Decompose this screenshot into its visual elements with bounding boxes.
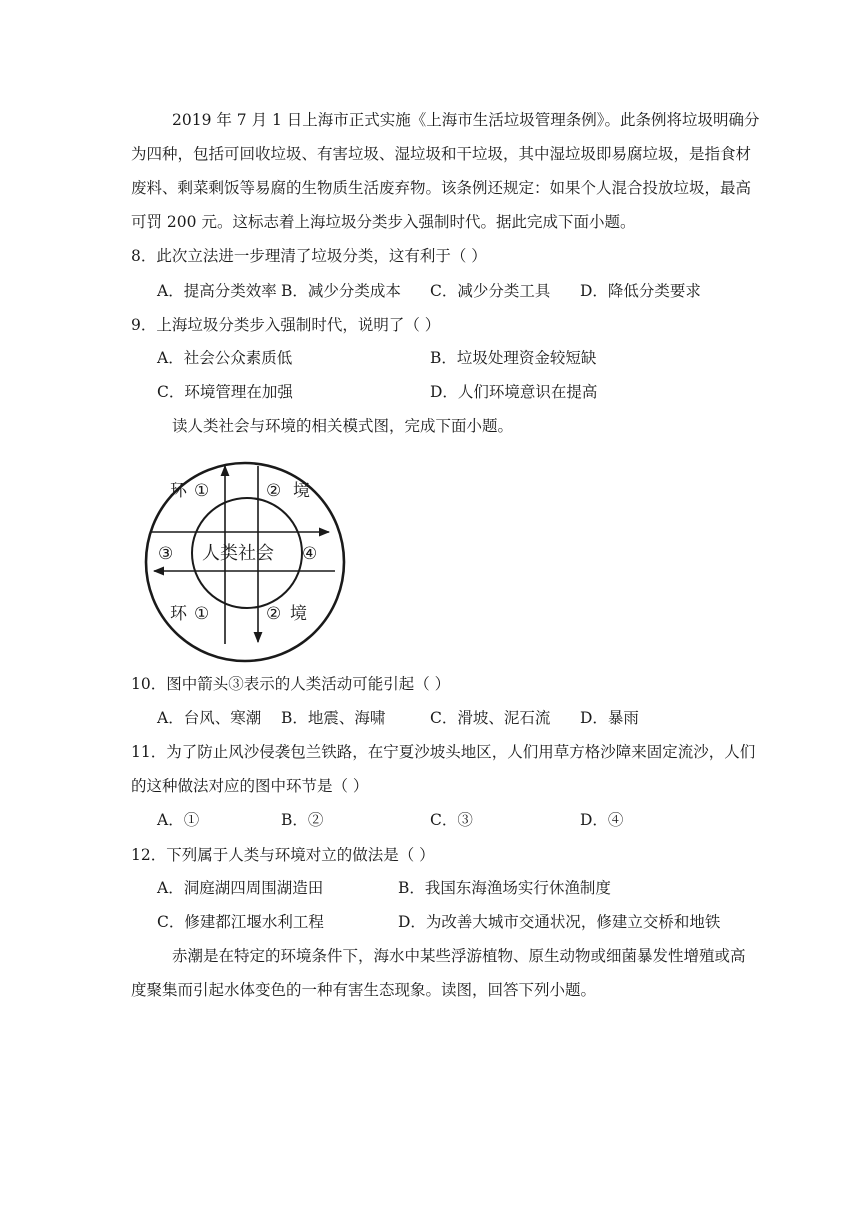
question-10-option-c: C．滑坡、泥石流	[430, 709, 551, 727]
marker-2-top: ②	[266, 481, 282, 501]
jing-label-bottom: 境	[290, 604, 307, 624]
marker-1-bottom: ①	[194, 604, 210, 624]
question-12-option-a: A．洞庭湖四周围湖造田	[157, 879, 324, 897]
question-8-stem: 8．此次立法进一步理清了垃圾分类，这有利于（ ）	[131, 247, 487, 265]
question-11-option-d: D．④	[580, 811, 624, 829]
question-12-stem: 12．下列属于人类与环境对立的做法是（ ）	[131, 846, 435, 864]
question-12-option-b: B．我国东海渔场实行休渔制度	[398, 879, 611, 897]
passage-line: 为四种，包括可回收垃圾、有害垃圾、湿垃圾和干垃圾，其中湿垃圾即易腐垃圾，是指食材	[131, 145, 752, 163]
question-10-option-d: D．暴雨	[580, 709, 639, 727]
question-8-option-a: A．提高分类效率	[157, 282, 277, 300]
question-9-option-d: D．人们环境意识在提高	[430, 383, 598, 401]
question-11-option-c: C．③	[430, 811, 473, 829]
question-11-stem: 的这种做法对应的图中环节是（ ）	[131, 777, 369, 795]
human-society-environment-diagram	[130, 456, 360, 668]
question-10-stem: 10．图中箭头③表示的人类活动可能引起（ ）	[131, 675, 451, 693]
passage-line: 2019 年 7 月 1 日上海市正式实施《上海市生活垃圾管理条例》。此条例将垃圾明确分	[172, 111, 760, 129]
question-11-option-a: A．①	[157, 811, 200, 829]
question-8-option-b: B．减少分类成本	[281, 282, 401, 300]
question-9-stem: 9．上海垃圾分类步入强制时代，说明了（ ）	[131, 316, 441, 334]
question-8-option-d: D．降低分类要求	[580, 282, 701, 300]
question-10-option-b: B．地震、海啸	[281, 709, 386, 727]
marker-1-top: ①	[194, 481, 210, 501]
question-11-option-b: B．②	[281, 811, 324, 829]
question-12-option-d: D．为改善大城市交通状况，修建立交桥和地铁	[398, 913, 721, 931]
center-label: 人类社会	[202, 543, 274, 564]
question-9-option-c: C．环境管理在加强	[157, 383, 293, 401]
huan-label-top: 环	[170, 481, 187, 501]
passage-line: 可罚 200 元。这标志着上海垃圾分类步入强制时代。据此完成下面小题。	[131, 213, 636, 231]
jing-label-top: 境	[293, 481, 310, 501]
passage-line: 赤潮是在特定的环境条件下，海水中某些浮游植物、原生动物或细菌暴发性增殖或高	[172, 947, 746, 965]
question-9-option-b: B．垃圾处理资金较短缺	[430, 349, 597, 367]
question-11-stem: 11．为了防止风沙侵袭包兰铁路，在宁夏沙坡头地区，人们用草方格沙障来固定流沙，人们	[131, 743, 756, 761]
question-10-option-a: A．台风、寒潮	[157, 709, 262, 727]
question-9-option-a: A．社会公众素质低	[157, 349, 293, 367]
question-8-option-c: C．减少分类工具	[430, 282, 551, 300]
marker-2-bottom: ②	[266, 604, 282, 624]
diagram-intro: 读人类社会与环境的相关模式图，完成下面小题。	[172, 417, 514, 435]
question-12-option-c: C．修建都江堰水利工程	[157, 913, 324, 931]
passage-line: 废料、剩菜剩饭等易腐的生物质生活废弃物。该条例还规定：如果个人混合投放垃圾，最高	[131, 179, 752, 197]
huan-label-bottom: 环	[170, 604, 187, 624]
marker-3: ③	[158, 544, 174, 564]
marker-4: ④	[302, 544, 318, 564]
passage-line: 度聚集而引起水体变色的一种有害生态现象。读图，回答下列小题。	[131, 981, 597, 999]
